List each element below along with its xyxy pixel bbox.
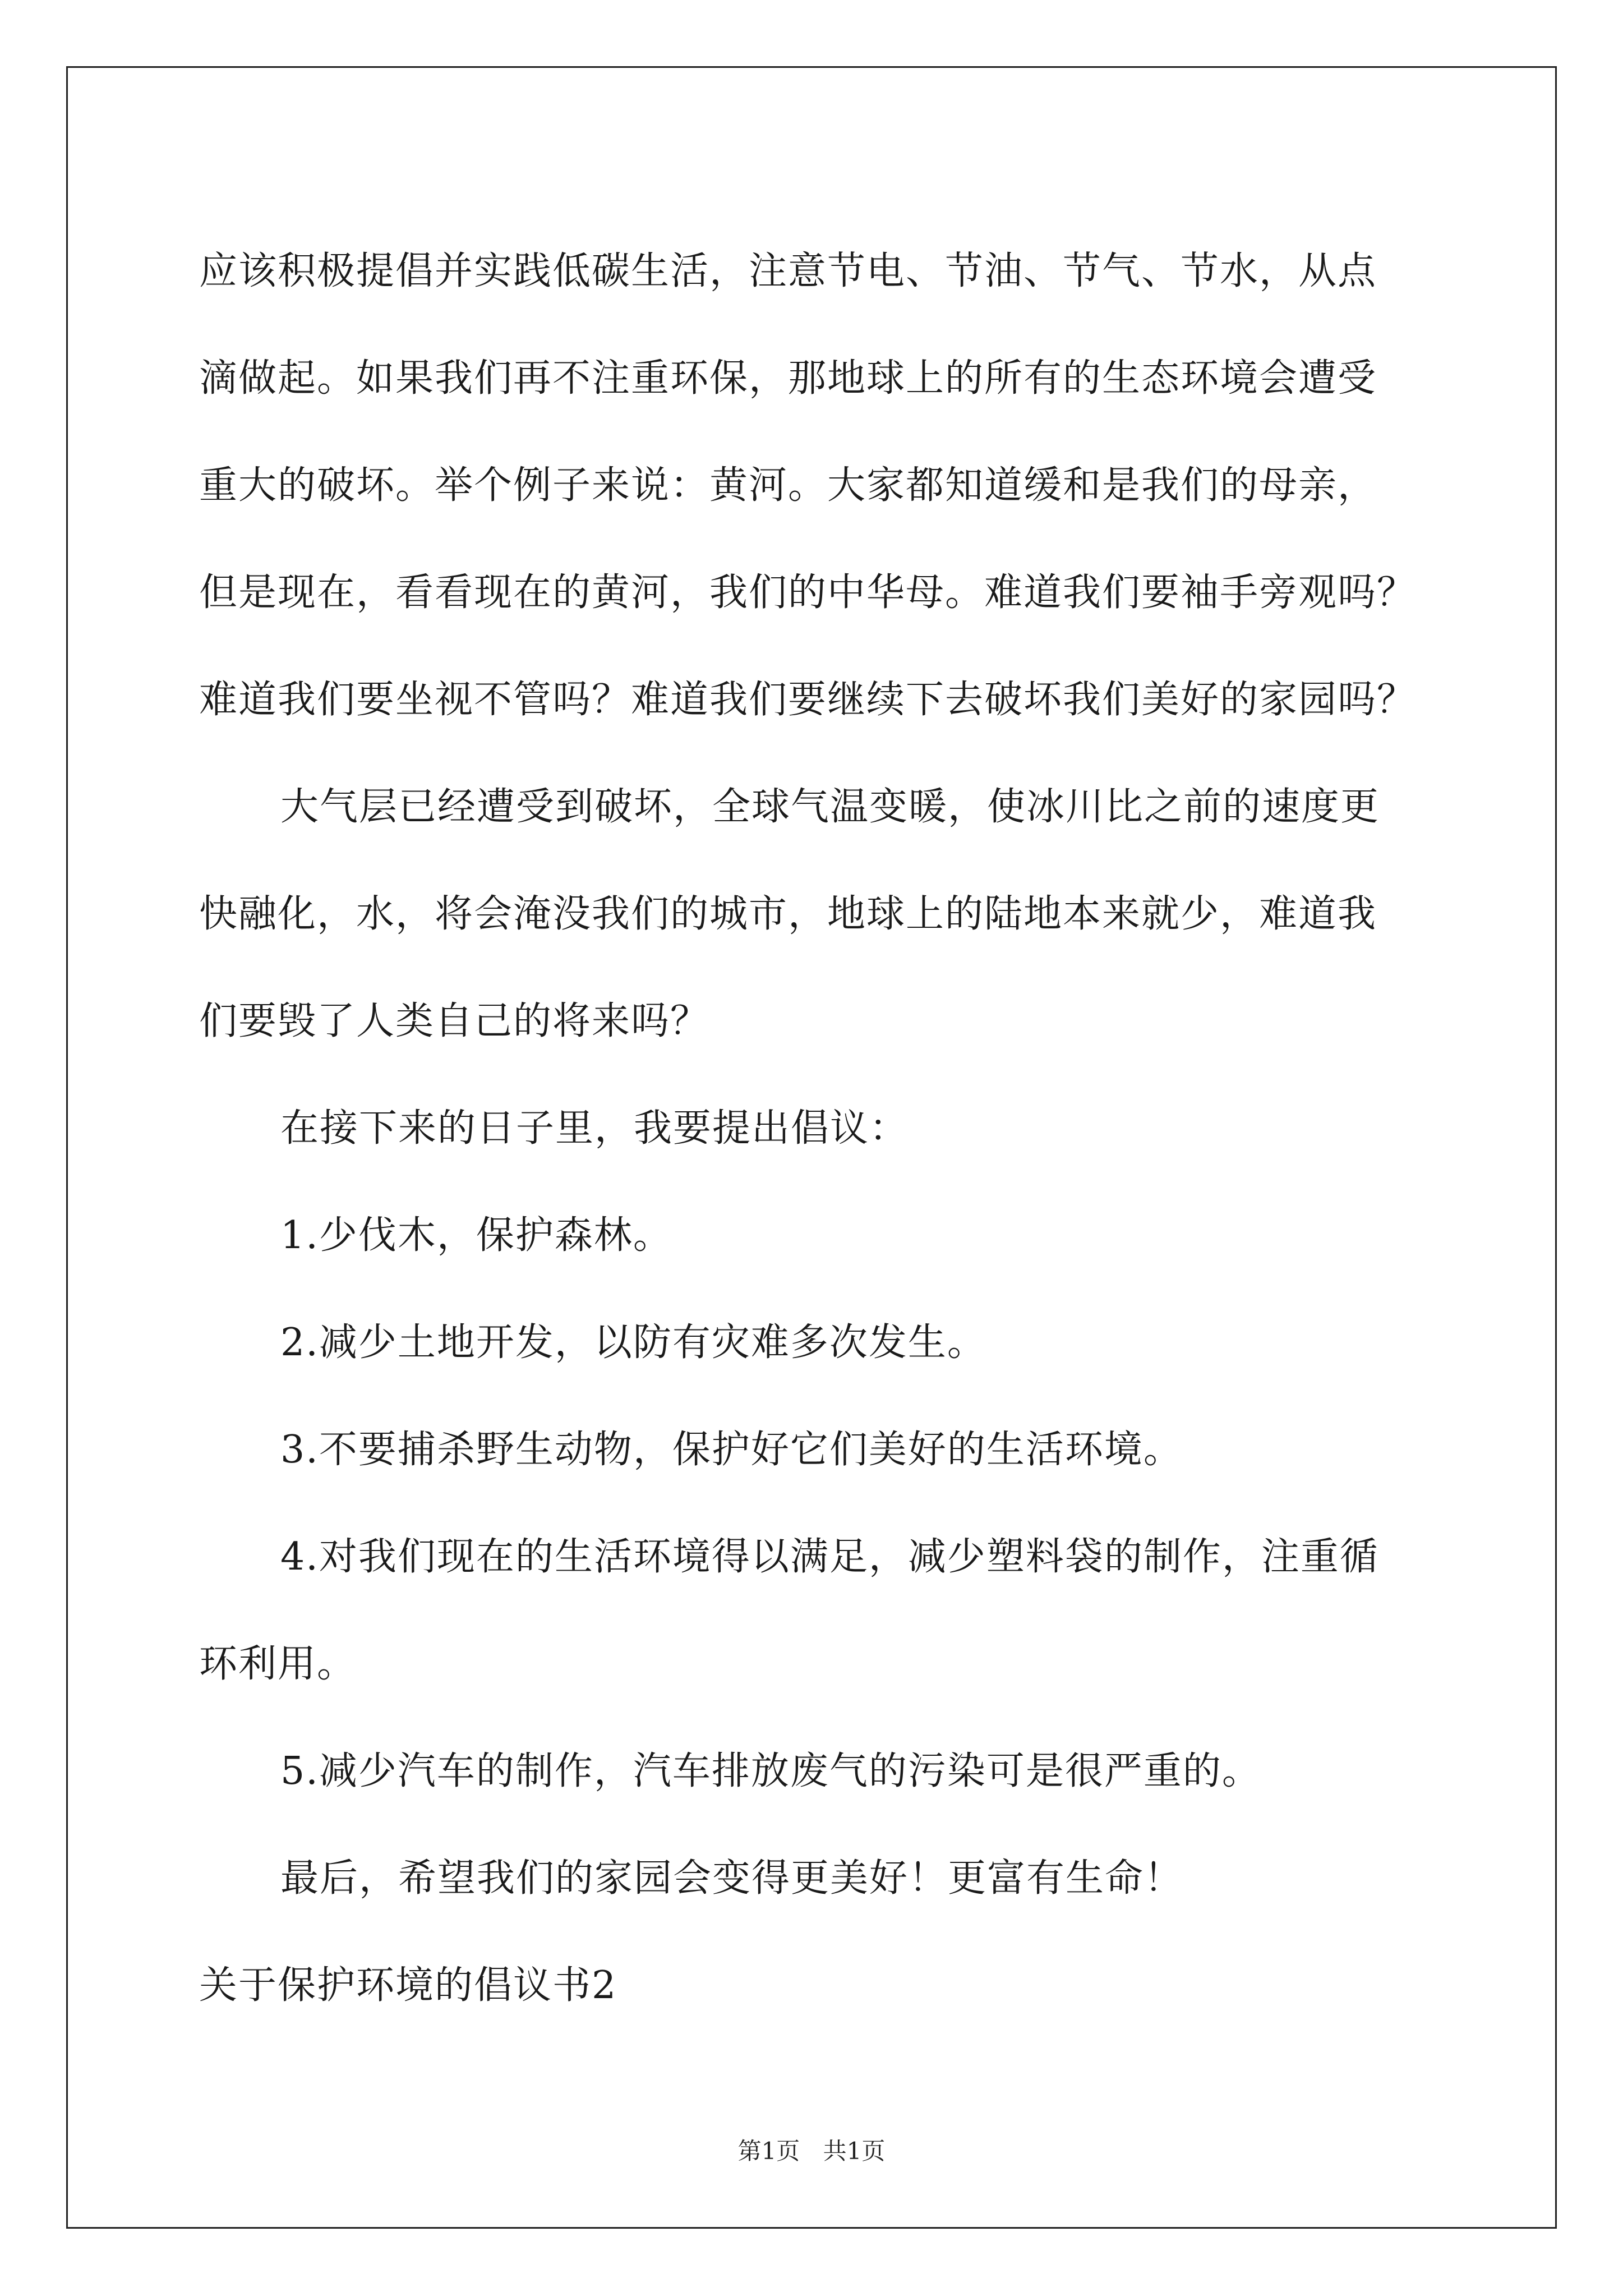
text-line-5: 难道我们要坐视不管吗？难道我们要继续下去破坏我们美好的家园吗？ xyxy=(199,678,1417,722)
text-line-2: 滴做起。如果我们再不注重环保，那地球上的所有的生态环境会遭受 xyxy=(199,356,1377,401)
section-heading: 关于保护环境的倡议书2 xyxy=(199,1963,617,2008)
total-pages-label: 共1页 xyxy=(823,2137,886,2165)
list-item-4: 4.对我们现在的生活环境得以满足，减少塑料袋的制作，注重循 xyxy=(280,1535,1379,1579)
list-item-4-continued: 环利用。 xyxy=(199,1642,357,1686)
text-line-9: 在接下来的日子里，我要提出倡议： xyxy=(280,1106,909,1151)
text-line-6: 大气层已经遭受到破坏，全球气温变暖，使冰川比之前的速度更 xyxy=(280,785,1380,829)
page-footer xyxy=(0,2134,1623,2168)
list-item-3: 3.不要捕杀野生动物，保护好它们美好的生活环境。 xyxy=(280,1428,1183,1472)
text-line-8: 们要毁了人类自己的将来吗？ xyxy=(199,999,710,1043)
list-item-5: 5.减少汽车的制作，汽车排放废气的污染可是很严重的。 xyxy=(280,1749,1261,1793)
text-line-4: 但是现在，看看现在的黄河，我们的中华母。难道我们要袖手旁观吗？ xyxy=(199,570,1417,615)
text-line-7: 快融化，水，将会淹没我们的城市，地球上的陆地本来就少，难道我 xyxy=(199,892,1377,936)
text-line-1: 应该积极提倡并实践低碳生活，注意节电、节油、节气、节水，从点 xyxy=(199,249,1377,293)
current-page-label: 第1页 xyxy=(737,2137,800,2165)
closing-line: 最后，希望我们的家园会变得更美好！更富有生命！ xyxy=(280,1856,1184,1901)
text-line-3: 重大的破坏。举个例子来说：黄河。大家都知道缓和是我们的母亲， xyxy=(199,463,1377,508)
list-item-1: 1.少伐木，保护森林。 xyxy=(280,1213,672,1258)
list-item-2: 2.减少土地开发，以防有灾难多次发生。 xyxy=(280,1320,986,1365)
document-body xyxy=(199,218,1433,2039)
